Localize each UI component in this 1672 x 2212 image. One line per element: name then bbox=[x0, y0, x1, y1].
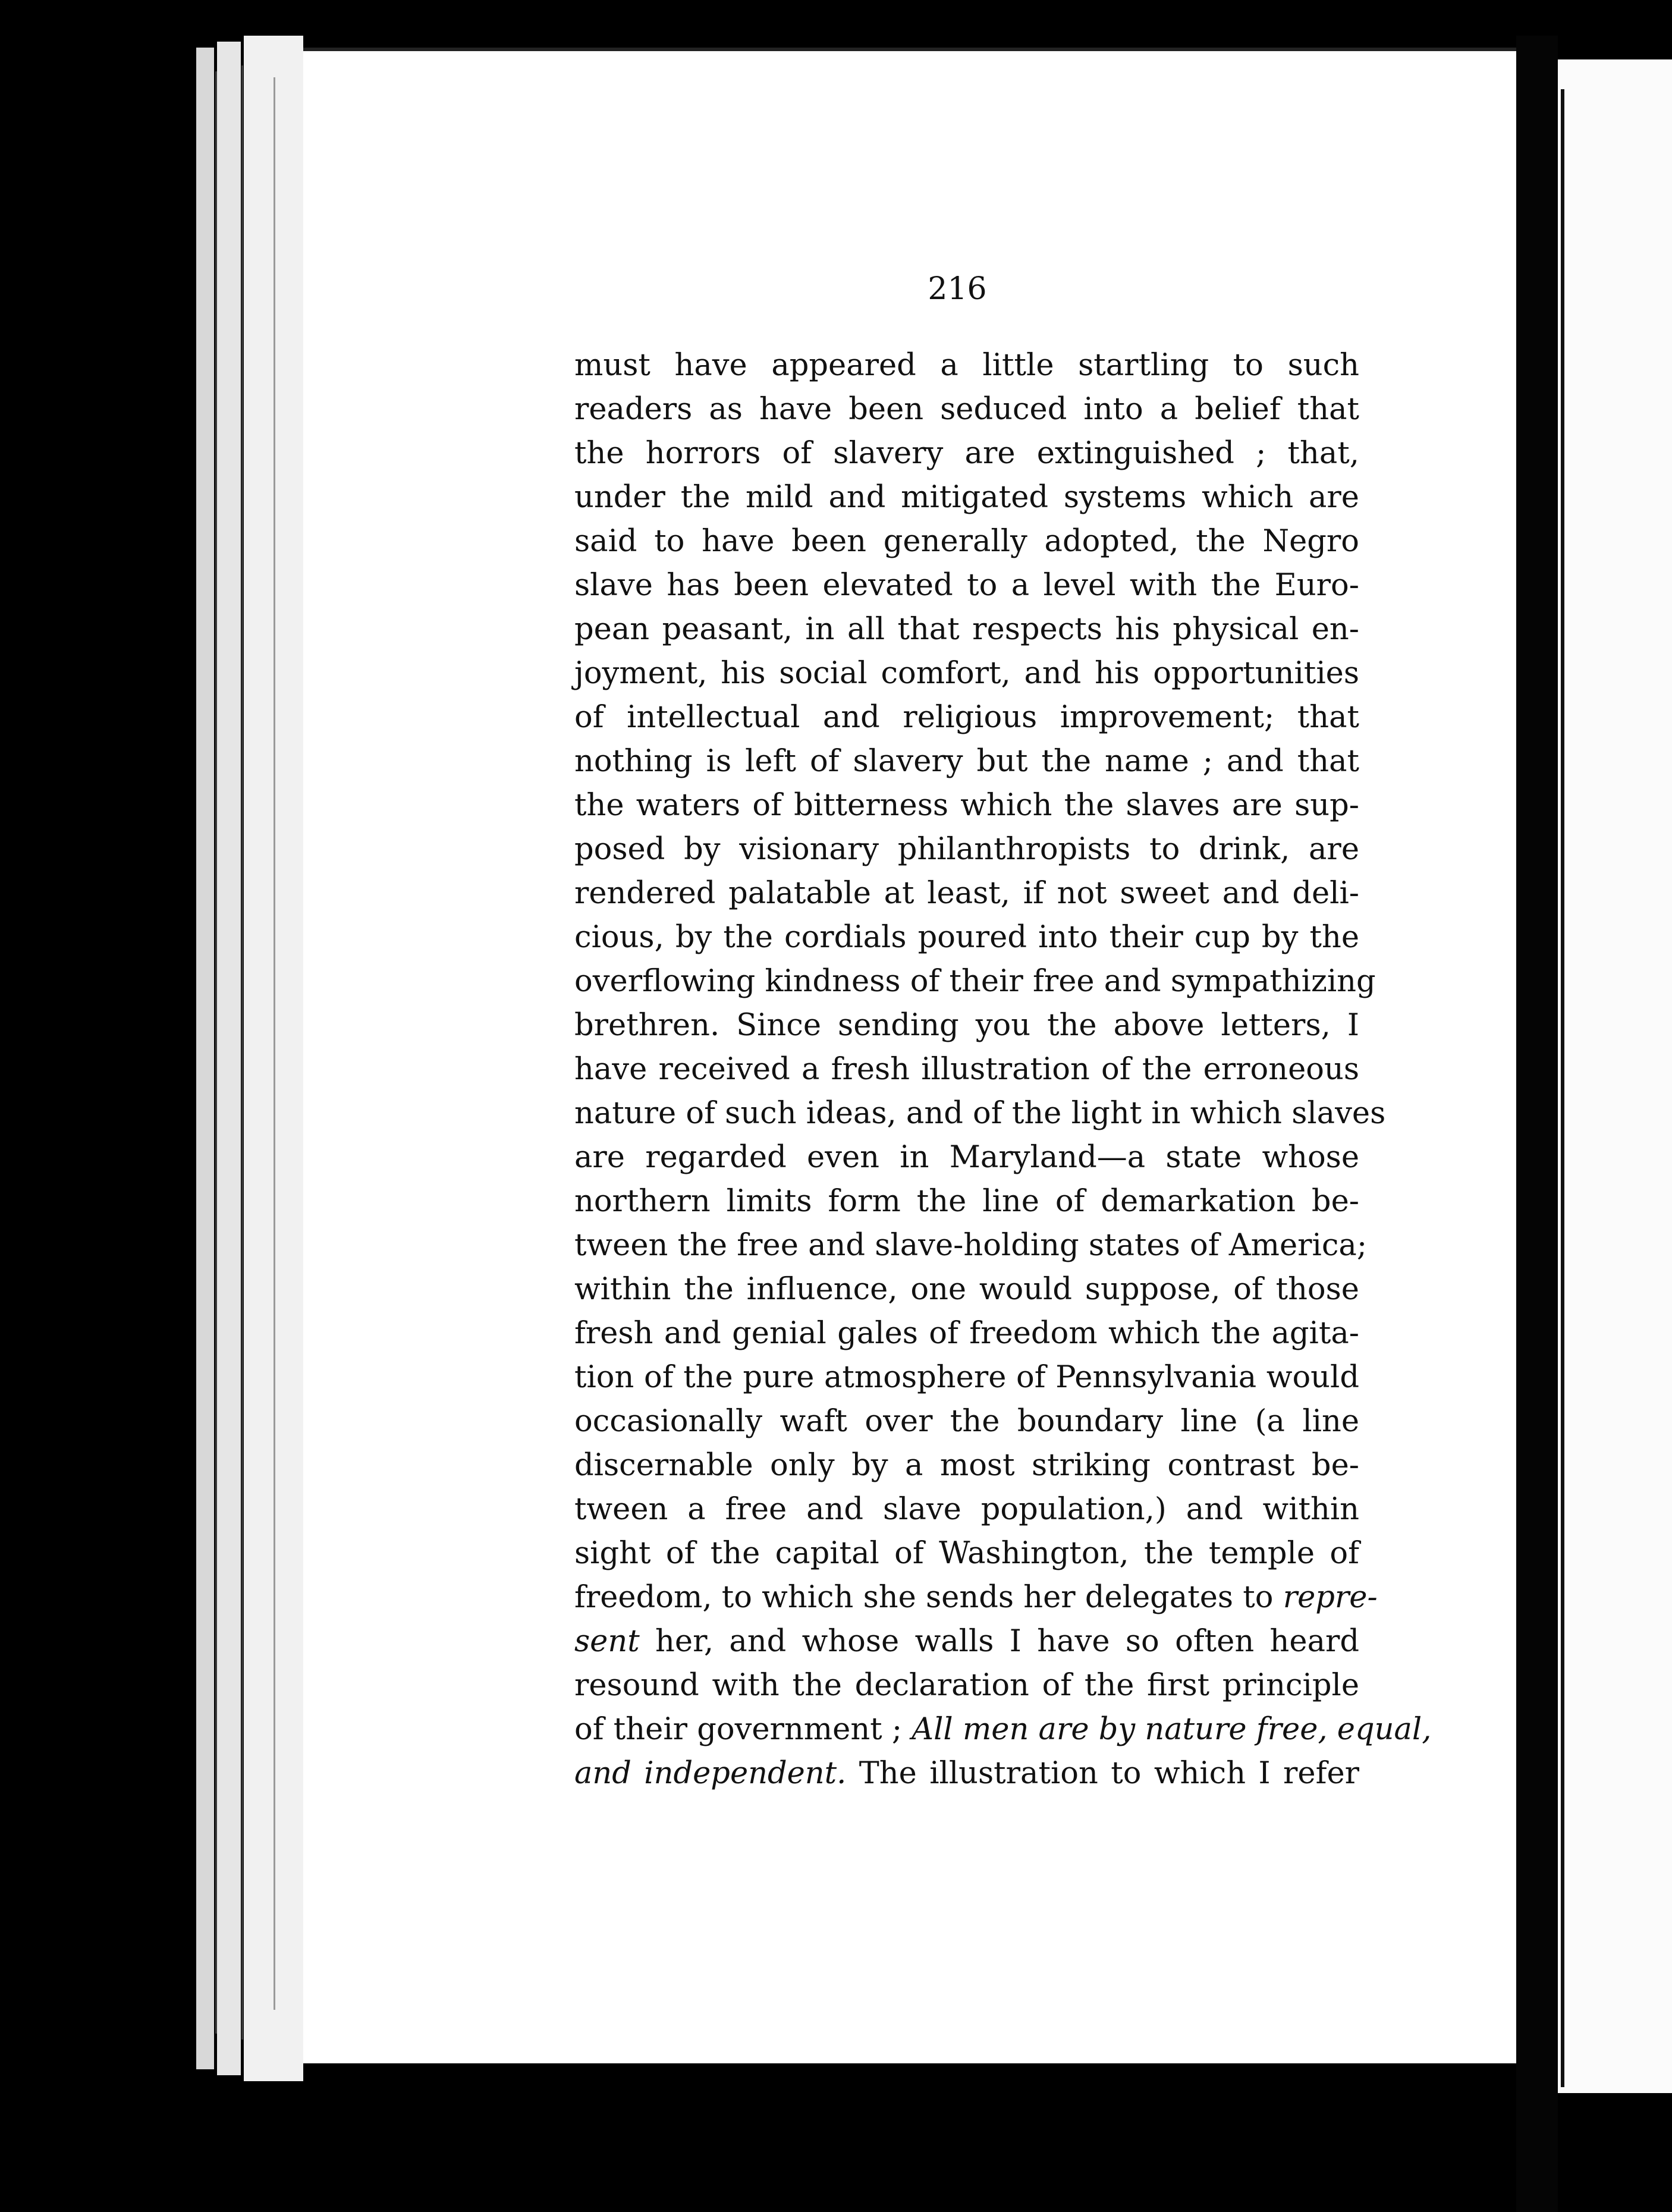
text-line: nature of such ideas, and of the light in which slaves bbox=[574, 1096, 1386, 1131]
text-line: tween the free and slave-holding states of America; bbox=[574, 1228, 1368, 1263]
italic-text: sent bbox=[574, 1624, 640, 1659]
text-line: under the mild and mitigated systems which are bbox=[574, 480, 1359, 515]
text-line: have received a fresh illustration of the erroneous bbox=[574, 1052, 1359, 1087]
text-line: northern limits form the line of demarkation be- bbox=[574, 1184, 1359, 1219]
page-stack-shadow bbox=[241, 65, 243, 2040]
text-line: the waters of bitterness which the slaves are sup- bbox=[574, 788, 1359, 823]
text-line bbox=[574, 1708, 1432, 1752]
text-line: joyment, his social comfort, and his opportunities bbox=[574, 656, 1359, 691]
text-line: resound with the declaration of the first principle bbox=[574, 1668, 1359, 1703]
text-line: sight of the capital of Washington, the temple of bbox=[574, 1536, 1359, 1571]
text-line bbox=[574, 1576, 1378, 1620]
body-text bbox=[574, 344, 1432, 1796]
text-line: posed by visionary philanthropists to drink, are bbox=[574, 832, 1359, 867]
text-segment: freedom, to which she sends her delegates to bbox=[574, 1580, 1283, 1615]
adjacent-page-edge bbox=[1561, 89, 1564, 2087]
text-segment: of their government ; bbox=[574, 1712, 912, 1747]
text-line bbox=[574, 1620, 1359, 1664]
italic-text: repre- bbox=[1283, 1580, 1378, 1615]
page-stack-shadow bbox=[215, 71, 217, 2034]
text-segment: The illustration to which I refer bbox=[846, 1756, 1360, 1791]
text-line: are regarded even in Maryland—a state whose bbox=[574, 1140, 1359, 1175]
text-line bbox=[574, 1752, 1359, 1796]
italic-text: and independent. bbox=[574, 1756, 847, 1791]
text-line: cious, by the cordials poured into their cup by the bbox=[574, 920, 1359, 955]
text-line: nothing is left of slavery but the name ; and that bbox=[574, 744, 1359, 779]
text-line: said to have been generally adopted, the Negro bbox=[574, 524, 1359, 559]
text-line: rendered palatable at least, if not sweet and deli- bbox=[574, 876, 1359, 911]
page-stack-edge bbox=[217, 42, 241, 2075]
text-line: the horrors of slavery are extinguished ; that, bbox=[574, 436, 1359, 471]
text-line: tion of the pure atmosphere of Pennsylvania would bbox=[574, 1360, 1359, 1395]
text-line: discernable only by a most striking contrast be- bbox=[574, 1448, 1359, 1483]
page-stack-shadow bbox=[274, 77, 275, 2010]
text-line: of intellectual and religious improvement; that bbox=[574, 700, 1359, 735]
text-line: within the influence, one would suppose, of those bbox=[574, 1272, 1359, 1307]
text-line: occasionally waft over the boundary line (a line bbox=[574, 1404, 1359, 1439]
text-line: overflowing kindness of their free and sympathizing bbox=[574, 964, 1376, 999]
text-line: brethren. Since sending you the above letters, I bbox=[574, 1008, 1359, 1043]
text-line: pean peasant, in all that respects his physical en- bbox=[574, 612, 1359, 647]
text-line: slave has been elevated to a level with the Euro- bbox=[574, 568, 1359, 603]
book-gutter bbox=[1516, 36, 1558, 2212]
page-stack-edge bbox=[196, 48, 214, 2069]
adjacent-page bbox=[1558, 59, 1672, 2093]
italic-text: All men are by nature free, equal, bbox=[912, 1712, 1432, 1747]
page-number: 216 bbox=[928, 271, 987, 307]
text-line: tween a free and slave population,) and within bbox=[574, 1492, 1359, 1527]
text-line: must have appeared a little startling to such bbox=[574, 348, 1359, 383]
text-line: fresh and genial gales of freedom which the agita- bbox=[574, 1316, 1359, 1351]
text-line: readers as have been seduced into a belief that bbox=[574, 392, 1359, 427]
text-segment: her, and whose walls I have so often heard bbox=[639, 1624, 1359, 1659]
